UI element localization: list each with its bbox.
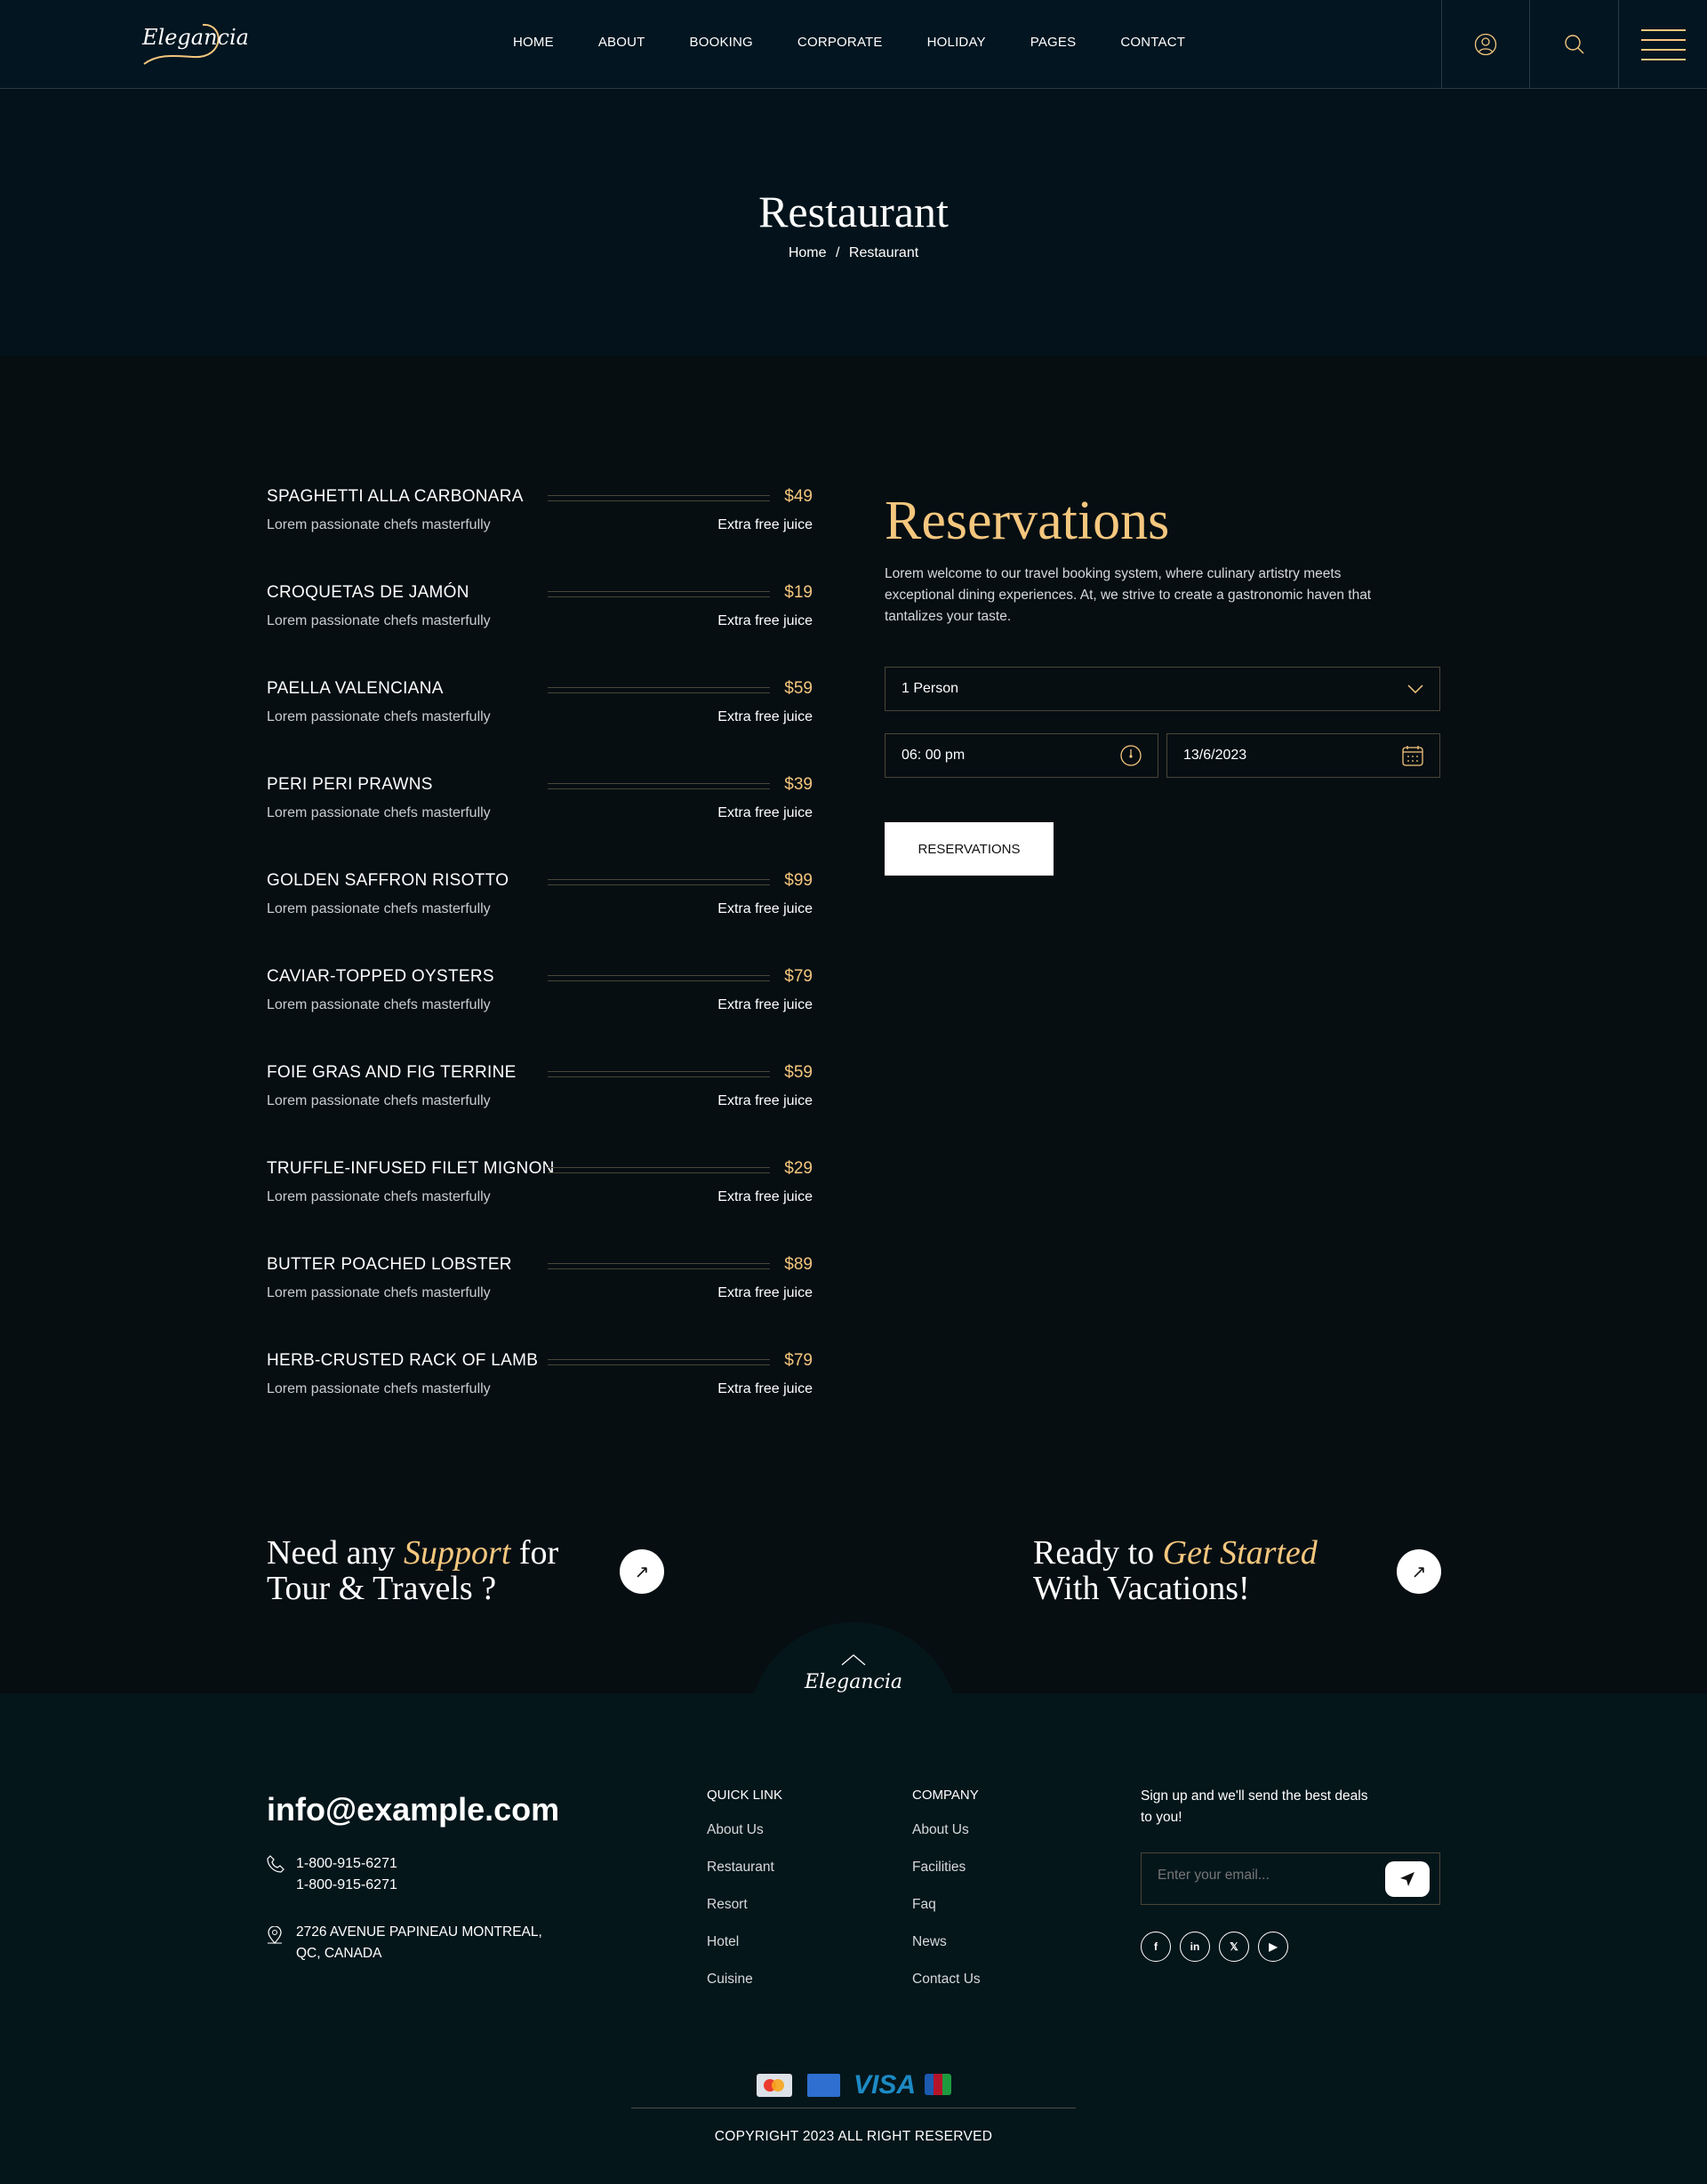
menu-item [267, 679, 813, 775]
site-footer [0, 1693, 1707, 2184]
company-link-about[interactable]: About Us [912, 1822, 969, 1837]
menu-item-price: $49 [784, 487, 813, 506]
menu-item [267, 967, 813, 1063]
quick-link-restaurant[interactable]: Restaurant [707, 1860, 774, 1875]
menu-button[interactable] [1618, 0, 1707, 89]
menu-item-divider [548, 687, 770, 693]
menu-item-name: CAVIAR-TOPPED OYSTERS [267, 967, 494, 986]
breadcrumb-separator: / [835, 245, 840, 260]
contact-email[interactable]: info@example.com [267, 1791, 560, 1828]
date-input[interactable] [1166, 733, 1440, 778]
menu-item-extra: Extra free juice [717, 901, 813, 916]
nav-contact[interactable]: CONTACT [1120, 35, 1186, 50]
menu-item [267, 1351, 813, 1447]
send-icon [1399, 1871, 1415, 1887]
menu-item-price: $79 [784, 967, 813, 986]
quick-link-resort[interactable]: Resort [707, 1897, 748, 1912]
menu-item-description: Lorem passionate chefs masterfully [267, 901, 491, 916]
user-button[interactable] [1441, 0, 1529, 89]
facebook-icon[interactable]: f [1141, 1932, 1171, 1962]
breadcrumb-current: Restaurant [848, 245, 919, 260]
visa-icon: VISA [854, 2070, 917, 2100]
user-icon [1474, 33, 1497, 56]
quick-link-about[interactable]: About Us [707, 1822, 764, 1837]
menu-item-price: $19 [784, 583, 813, 602]
nav-about[interactable]: ABOUT [597, 35, 645, 50]
hamburger-icon [1641, 28, 1686, 60]
calendar-icon [1402, 745, 1423, 766]
menu-item [267, 487, 813, 583]
menu-item [267, 775, 813, 871]
reservations-description: Lorem welcome to our travel booking system, where culinary artistry meets exceptional dining experiences. At, we strive to create a gastronomic haven that tantalizes your taste. [885, 566, 1372, 624]
jcb-icon [925, 2074, 951, 2095]
menu-item-divider [548, 1167, 770, 1173]
reservations-panel [885, 487, 1440, 857]
social-links [1141, 1932, 1297, 1962]
search-icon [1564, 34, 1585, 55]
phone-icon [267, 1855, 284, 1873]
menu-item-extra: Extra free juice [717, 1285, 813, 1300]
breadcrumb [0, 245, 1707, 261]
menu-item-extra: Extra free juice [717, 709, 813, 724]
menu-item-divider [548, 783, 770, 789]
linkedin-icon[interactable]: in [1180, 1932, 1210, 1962]
menu-item-description: Lorem passionate chefs masterfully [267, 1285, 491, 1300]
nav-holiday[interactable]: HOLIDAY [926, 35, 986, 50]
reservations-title: Reservations [885, 491, 1170, 551]
support-cta-text: Need any Support for Tour & Travels ? [267, 1534, 559, 1607]
nav-booking[interactable]: BOOKING [689, 35, 753, 50]
logo[interactable]: Elegancia [142, 25, 249, 50]
menu-item-price: $79 [784, 1351, 813, 1370]
phone-2[interactable]: 1-800-915-6271 [296, 1877, 397, 1892]
menu-item-description: Lorem passionate chefs masterfully [267, 1093, 491, 1108]
menu-item-divider [548, 1071, 770, 1077]
menu-item-divider [548, 975, 770, 981]
menu-item [267, 1063, 813, 1159]
menu-item [267, 871, 813, 967]
chevron-down-icon [1407, 684, 1423, 693]
quick-links-title: QUICK LINK [707, 1788, 783, 1803]
menu-item-extra: Extra free juice [717, 997, 813, 1012]
menu-item-name: TRUFFLE-INFUSED FILET MIGNON [267, 1159, 555, 1178]
amex-icon [807, 2074, 840, 2097]
page-hero [0, 90, 1707, 356]
menu-item-description: Lorem passionate chefs masterfully [267, 709, 491, 724]
menu-item-extra: Extra free juice [717, 805, 813, 820]
menu-item-extra: Extra free juice [717, 1093, 813, 1108]
menu-item-description: Lorem passionate chefs masterfully [267, 613, 491, 628]
menu-list [267, 487, 813, 1447]
menu-item-name: BUTTER POACHED LOBSTER [267, 1255, 512, 1274]
mastercard-icon [757, 2074, 792, 2097]
menu-item-divider [548, 495, 770, 501]
clock-icon [1120, 745, 1142, 766]
quick-links [707, 1788, 782, 2009]
page-title: Restaurant [758, 187, 949, 236]
menu-item [267, 1255, 813, 1351]
youtube-icon[interactable]: ▶ [1258, 1932, 1288, 1962]
company-links-title: COMPANY [912, 1788, 979, 1803]
phone-numbers [296, 1853, 397, 1896]
menu-item-name: HERB-CRUSTED RACK OF LAMB [267, 1351, 539, 1370]
menu-item-name: FOIE GRAS AND FIG TERRINE [267, 1063, 517, 1082]
menu-item-divider [548, 591, 770, 597]
persons-value: 1 Person [902, 681, 959, 696]
menu-item-divider [548, 879, 770, 885]
menu-item-name: CROQUETAS DE JAMÓN [267, 583, 469, 602]
x-twitter-icon[interactable]: 𝕏 [1219, 1932, 1249, 1962]
main-nav [513, 35, 1185, 50]
menu-item-name: PAELLA VALENCIANA [267, 679, 444, 698]
support-cta-button[interactable] [620, 1549, 664, 1594]
location-pin-icon [267, 1926, 283, 1944]
time-input[interactable] [885, 733, 1158, 778]
menu-item-price: $39 [784, 775, 813, 794]
date-value: 13/6/2023 [1183, 748, 1247, 763]
search-button[interactable] [1529, 0, 1618, 89]
footer-logo: Elegancia [805, 1671, 902, 1693]
persons-select[interactable] [885, 667, 1440, 711]
menu-item-price: $59 [784, 1063, 813, 1082]
menu-item [267, 583, 813, 679]
menu-item-extra: Extra free juice [717, 1381, 813, 1396]
address: 2726 AVENUE PAPINEAU MONTREAL, QC, CANADA [296, 1924, 542, 1961]
menu-item-divider [548, 1359, 770, 1365]
quick-link-cuisine[interactable]: Cuisine [707, 1972, 753, 1987]
menu-item-description: Lorem passionate chefs masterfully [267, 997, 491, 1012]
chevron-up-icon [841, 1653, 866, 1666]
get-started-cta-button[interactable] [1397, 1549, 1441, 1594]
menu-item-price: $89 [784, 1255, 813, 1274]
menu-item-description: Lorem passionate chefs masterfully [267, 517, 491, 532]
reservations-button[interactable]: RESERVATIONS [885, 822, 1054, 876]
menu-item-extra: Extra free juice [717, 517, 813, 532]
copyright: COPYRIGHT 2023 ALL RIGHT RESERVED [714, 2129, 993, 2144]
menu-item-name: PERI PERI PRAWNS [267, 775, 433, 794]
phone-1[interactable]: 1-800-915-6271 [296, 1856, 397, 1871]
company-link-faq[interactable]: Faq [912, 1897, 936, 1912]
nav-pages[interactable]: PAGES [1030, 35, 1077, 50]
menu-item-price: $29 [784, 1159, 813, 1178]
newsletter-form [1141, 1852, 1440, 1905]
nav-corporate[interactable]: CORPORATE [797, 35, 883, 50]
menu-item-price: $59 [784, 679, 813, 698]
arrow-up-right-icon: ↗ [634, 1562, 650, 1582]
menu-item-description: Lorem passionate chefs masterfully [267, 1381, 491, 1396]
time-value: 06: 00 pm [902, 748, 966, 763]
menu-item-divider [548, 1263, 770, 1269]
company-links [912, 1788, 981, 2009]
site-header [0, 0, 1707, 89]
company-link-news[interactable]: News [912, 1934, 947, 1949]
menu-item-price: $99 [784, 871, 813, 890]
company-link-facilities[interactable]: Facilities [912, 1860, 966, 1875]
newsletter-submit-button[interactable] [1385, 1861, 1430, 1897]
menu-item-extra: Extra free juice [717, 1189, 813, 1204]
menu-item-description: Lorem passionate chefs masterfully [267, 1189, 491, 1204]
breadcrumb-home[interactable]: Home [788, 245, 827, 260]
menu-item-name: GOLDEN SAFFRON RISOTTO [267, 871, 509, 890]
nav-home[interactable]: HOME [513, 35, 554, 50]
menu-item-description: Lorem passionate chefs masterfully [267, 805, 491, 820]
newsletter-email-input[interactable] [1158, 1868, 1353, 1884]
menu-item-extra: Extra free juice [717, 613, 813, 628]
menu-item [267, 1159, 813, 1255]
company-link-contact[interactable]: Contact Us [912, 1972, 981, 1987]
get-started-cta-text: Ready to Get Started With Vacations! [1033, 1534, 1318, 1607]
signup-text: Sign up and we'll send the best deals to you! [1141, 1788, 1368, 1825]
quick-link-hotel[interactable]: Hotel [707, 1934, 740, 1949]
menu-item-name: SPAGHETTI ALLA CARBONARA [267, 487, 524, 506]
arrow-up-right-icon: ↗ [1411, 1562, 1427, 1582]
